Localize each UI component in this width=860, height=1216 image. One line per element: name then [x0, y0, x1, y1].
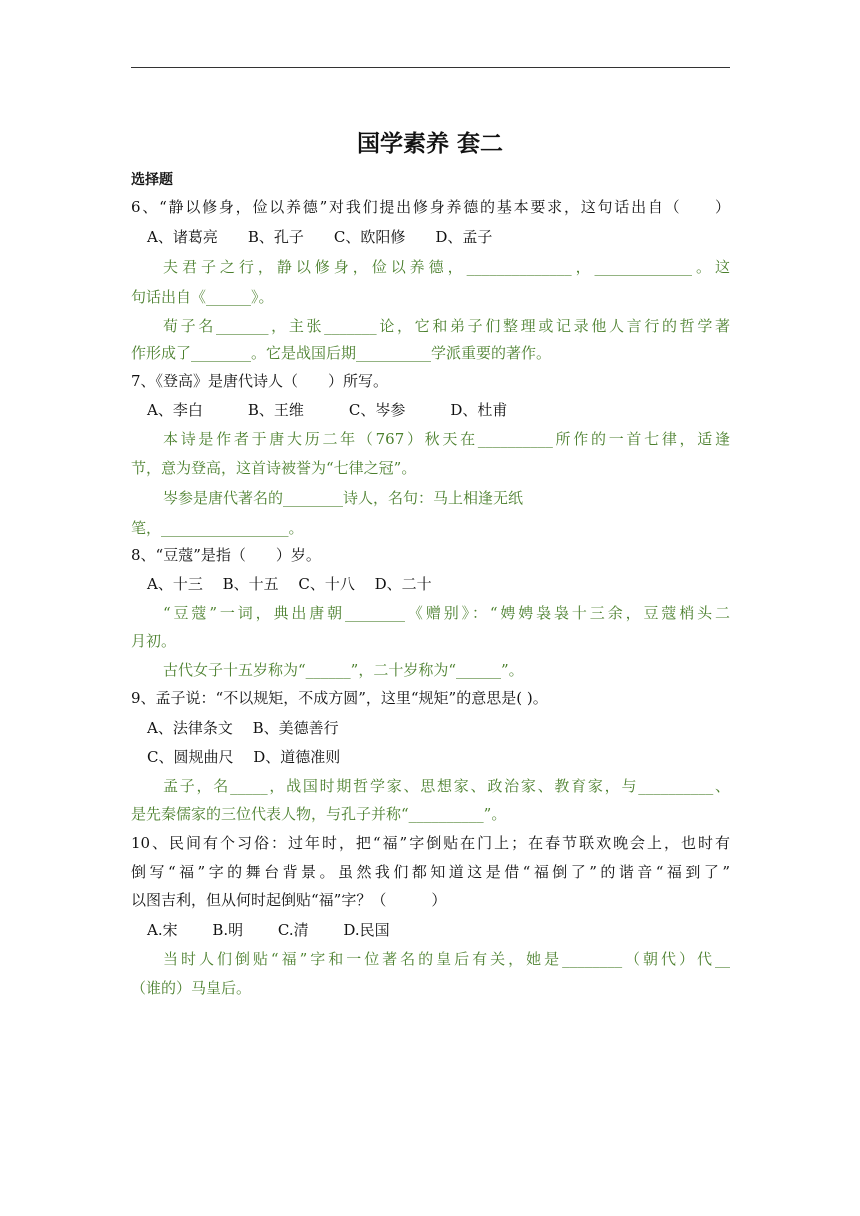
page-title: 国学素养 套二 — [356, 131, 503, 157]
section-heading: 选择题 — [131, 172, 173, 188]
question-7-note-2a: 岑参是唐代著名的________诗人，名句：马上相逢无纸 — [163, 489, 524, 507]
question-7-note-1b: 节，意为登高，这首诗被誉为“七律之冠”。 — [131, 459, 417, 477]
header-rule — [131, 67, 730, 68]
question-8-stem: 8、“豆蔻”是指（ ）岁。 — [131, 546, 321, 564]
question-6-stem: 6、“静以修身，俭以养德”对我们提出修身养德的基本要求，这句话出自（ ） — [131, 198, 730, 216]
question-6-note-2a: 荀子名_______，主张_______论，它和弟子们整理或记录他人言行的哲学著 — [163, 317, 730, 335]
question-10-options: A.宋 B.明 C.清 D.民国 — [147, 921, 390, 939]
question-8-note-1b: 月初。 — [131, 632, 177, 650]
question-9-note-1a: 孟子，名_____，战国时期哲学家、思想家、政治家、教育家，与__________、 — [163, 777, 730, 795]
question-8-note-1a: “豆蔻”一词，典出唐朝________《赠别》：“娉娉袅袅十三余，豆蔻梢头二 — [163, 604, 730, 622]
question-9-note-1b: 是先秦儒家的三位代表人物，与孔子并称“__________”。 — [131, 805, 507, 823]
question-10-note-1b: （谁的）马皇后。 — [131, 979, 252, 997]
question-8-options: A、十三 B、十五 C、十八 D、二十 — [147, 575, 432, 593]
question-10-stem-1: 10、民间有个习俗：过年时，把“福”字倒贴在门上；在春节联欢晚会上，也时有 — [131, 834, 730, 852]
question-6-note-1b: 句话出自《______》。 — [131, 288, 274, 306]
question-9-stem: 9、孟子说：“不以规矩，不成方圆”，这里“规矩”的意思是( )。 — [131, 689, 548, 707]
question-6-options: A、诸葛亮 B、孔子 C、欧阳修 D、孟子 — [147, 228, 493, 246]
question-7-options: A、李白 B、王维 C、岑参 D、杜甫 — [147, 401, 508, 419]
question-10-note-1a: 当时人们倒贴“福”字和一位著名的皇后有关，她是________（朝代）代__ — [163, 950, 730, 968]
question-6-note-2b: 作形成了________。它是战国后期__________学派重要的著作。 — [131, 344, 552, 362]
question-10-stem-3: 以图吉利，但从何时起倒贴“福”字？（ ） — [131, 891, 447, 909]
question-7-note-1a: 本诗是作者于唐大历二年（767）秋天在__________所作的一首七律，适逢 — [163, 430, 730, 448]
question-6-note-1a: 夫君子之行，静以修身，俭以养德，______________，_____________。这 — [163, 258, 730, 276]
question-9-options-1: A、法律条文 B、美德善行 — [147, 719, 339, 737]
question-7-stem: 7、《登高》是唐代诗人（ ）所写。 — [131, 372, 389, 390]
question-7-note-2b: 笔，_________________。 — [131, 519, 304, 537]
question-9-options-2: C、圆规曲尺 D、道德准则 — [147, 748, 341, 766]
question-10-stem-2: 倒写“福”字的舞台背景。虽然我们都知道这是借“福倒了”的谐音“福到了” — [131, 863, 730, 881]
question-8-note-2: 古代女子十五岁称为“______”，二十岁称为“______”。 — [163, 661, 524, 679]
